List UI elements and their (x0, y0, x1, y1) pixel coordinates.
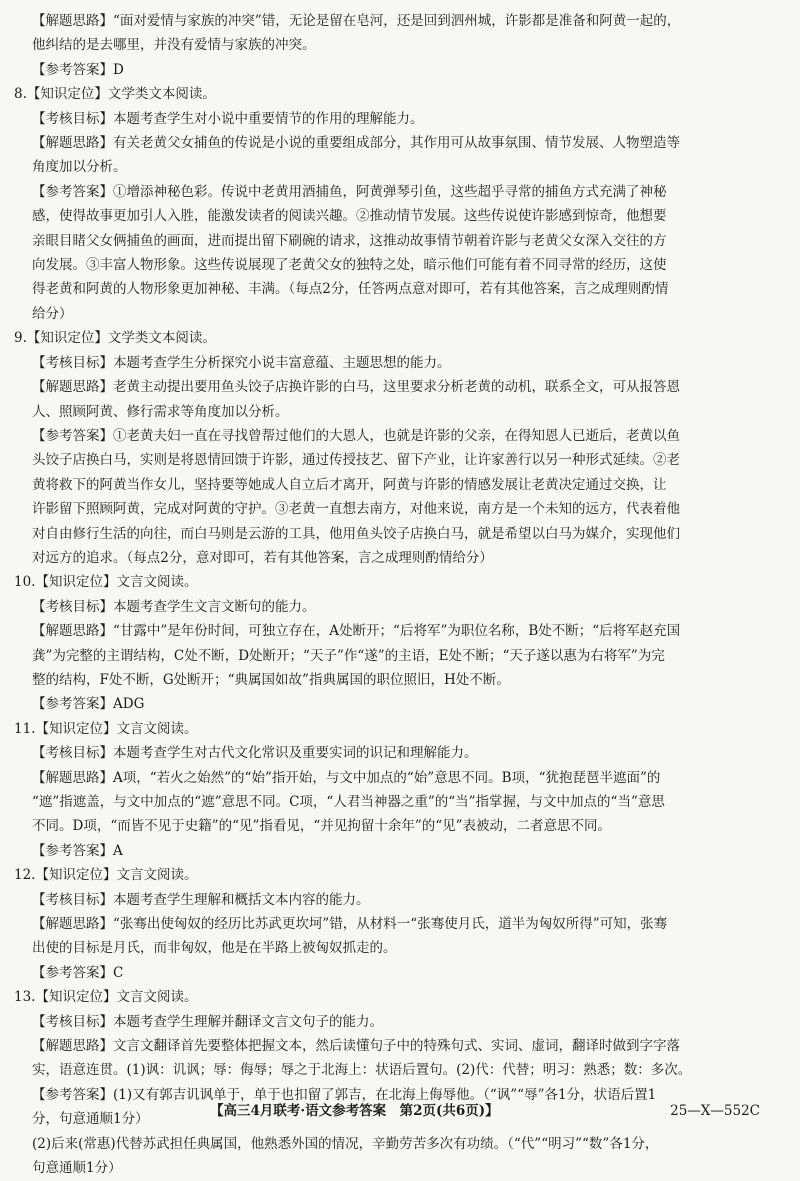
text-line: 他纠结的是去哪里，并没有爱情与家族的冲突。 (32, 37, 316, 54)
text-line: 【考核目标】本题考查学生文言文断句的能力。 (32, 598, 316, 615)
text-line: 【解题思路】“面对爱情与家族的冲突”错，无论是留在皂河，还是回到泗州城，许影都是准备和阿黄一起的， (32, 13, 681, 29)
text-line: 【参考答案】①老黄夫妇一直在寻找曾帮过他们的大恩人，也就是许影的父亲，在得知恩人已逝后，老黄以鱼 (32, 427, 680, 444)
text-line: 【参考答案】①增添神秘色彩。传说中老黄用酒捕鱼，阿黄弹琴引鱼，这些超乎寻常的捕鱼方式充满了神秘 (32, 183, 667, 200)
page-footer (0, 1098, 800, 1124)
text-line: 许影留下照顾阿黄，完成对阿黄的守护。③老黄一直想去南方，对他来说，南方是一个未知的远方，代表着他 (32, 501, 680, 518)
text-line: 给分） (32, 305, 73, 322)
text-line: 【解题思路】“张骞出使匈奴的经历比苏武更坎坷”错，从材料一“张骞使月氏，道半为匈奴所得”可知，张骞 (32, 916, 668, 933)
text-line: 【参考答案】(1)又有郭吉讥讽单于，单于也扣留了郭吉，在北海上侮辱他。（“讽”“辱”各1分，状语后置1 (32, 1086, 657, 1103)
text-line: 【参考答案】ADG (32, 696, 145, 713)
text-line: 13.【知识定位】文言文阅读。 (14, 989, 198, 1006)
text-line: 整的结构，F处不断，G处断开；“典属国如故”指典属国的职位照旧，H处不断。 (32, 671, 510, 688)
page-content (14, 9, 786, 1181)
footer-title: 【高三4月联考·语文参考答案 第2页(共6页)】 (210, 1103, 499, 1119)
text-line: 句意通顺1分） (32, 1160, 122, 1177)
text-line: 【考核目标】本题考查学生理解并翻译文言文句子的能力。 (32, 1013, 383, 1030)
text-line: 感，使得故事更加引人入胜，能激发读者的阅读兴趣。②推动情节发展。这些传说使许影感到惊奇，他想要 (32, 208, 667, 225)
text-line: 【参考答案】C (32, 964, 124, 981)
text-line: 【参考答案】D (32, 61, 124, 78)
text-line: 【考核目标】本题考查学生理解和概括文本内容的能力。 (32, 891, 370, 908)
text-line: 【解题思路】文言文翻译首先要整体把握文本，然后读懂句子中的特殊句式、实词、虚词，翻译时做到字字落 (32, 1038, 680, 1055)
text-line: 【参考答案】A (32, 842, 123, 859)
text-line: 11.【知识定位】文言文阅读。 (14, 720, 198, 737)
text-line: 【考核目标】本题考查学生分析探究小说丰富意蕴、主题思想的能力。 (32, 354, 451, 371)
footer-code: 25—X—552C (670, 1103, 760, 1119)
text-line: 实，语意连贯。(1)讽：讥讽；辱：侮辱；辱之于北海上：状语后置句。(2)代：代替；明习：熟悉；数：多次。 (32, 1062, 692, 1079)
text-line: 角度加以分析。 (32, 159, 127, 176)
text-line: 对自由修行生活的向往，而白马则是云游的工具，他用鱼头饺子店换白马，就是希望以白马为媒介，实现他们 (32, 525, 680, 542)
text-line: 【考核目标】本题考查学生对小说中重要情节的作用的理解能力。 (32, 110, 424, 127)
text-line: 10.【知识定位】文言文阅读。 (14, 574, 198, 591)
text-line: 头饺子店换白马，实则是将恩情回馈于许影，通过传授技艺、留下产业，让许家善行以另一种形式延续。②老 (32, 452, 680, 469)
text-line: 【解题思路】A项，“若火之始然”的“始”指开始，与文中加点的“始”意思不同。B项，“犹抱琵琶半遮面”的 (32, 769, 661, 786)
text-line: 12.【知识定位】文言文阅读。 (14, 867, 198, 884)
text-line: 出使的目标是月氏，而非匈奴，他是在半路上被匈奴抓走的。 (32, 940, 397, 957)
text-line: 龚”为完整的主谓结构，C处不断，D处断开；“天子”作“遂”的主语，E处不断；“天子遂以惠为右将军”为完 (32, 647, 665, 664)
text-line: 不同。D项，“而皆不见于史籍”的“见”指看见，“并见拘留十余年”的“见”表被动，二者意思不同。 (32, 818, 612, 835)
text-line: 8.【知识定位】文学类文本阅读。 (14, 86, 216, 103)
text-line: 黄将救下的阿黄当作女儿，坚持要等她成人自立后才离开，阿黄与许影的情感发展让老黄决定通过交换，让 (32, 476, 667, 493)
text-line: 向发展。③丰富人物形象。这些传说展现了老黄父女的独特之处，暗示他们可能有着不同寻常的经历，这使 (32, 257, 667, 274)
text-line: 人、照顾阿黄、修行需求等角度加以分析。 (32, 403, 289, 420)
text-line: 【考核目标】本题考查学生对古代文化常识及重要实词的识记和理解能力。 (32, 745, 478, 762)
text-line: 得老黄和阿黄的人物形象更加神秘、丰满。（每点2分，任答两点意对即可，若有其他答案，言之成理则酌情 (32, 281, 669, 298)
text-line: 9.【知识定位】文学类文本阅读。 (14, 330, 216, 347)
text-line: 分，句意通顺1分） (32, 1111, 149, 1128)
text-line: 亲眼目睹父女俩捕鱼的画面，进而提出留下刷碗的请求，这推动故事情节朝着许影与老黄父女深入交往的方 (32, 232, 667, 249)
text-line: (2)后来(常惠)代替苏武担任典属国，他熟悉外国的情况，辛勤劳苦多次有功绩。（“代”“明习”“数”各1分， (32, 1135, 659, 1152)
text-line: 【解题思路】“甘露中”是年份时间，可独立存在，A处断开；“后将军”为职位名称，B处不断；“后将军赵充国 (32, 623, 681, 640)
text-line: 【解题思路】有关老黄父女捕鱼的传说是小说的重要组成部分，其作用可从故事氛围、情节发展、人物塑造等 (32, 135, 680, 152)
text-line: “遮”指遮盖，与文中加点的“遮”意思不同。C项，“人君当神器之重”的“当”指掌握，与文中加点的“当”意思 (32, 794, 665, 810)
text-line: 对远方的追求。（每点2分，意对即可，若有其他答案，言之成理则酌情给分） (32, 549, 493, 566)
text-line: 【解题思路】老黄主动提出要用鱼头饺子店换许影的白马，这里要求分析老黄的动机，联系全文，可从报答恩 (32, 379, 680, 396)
